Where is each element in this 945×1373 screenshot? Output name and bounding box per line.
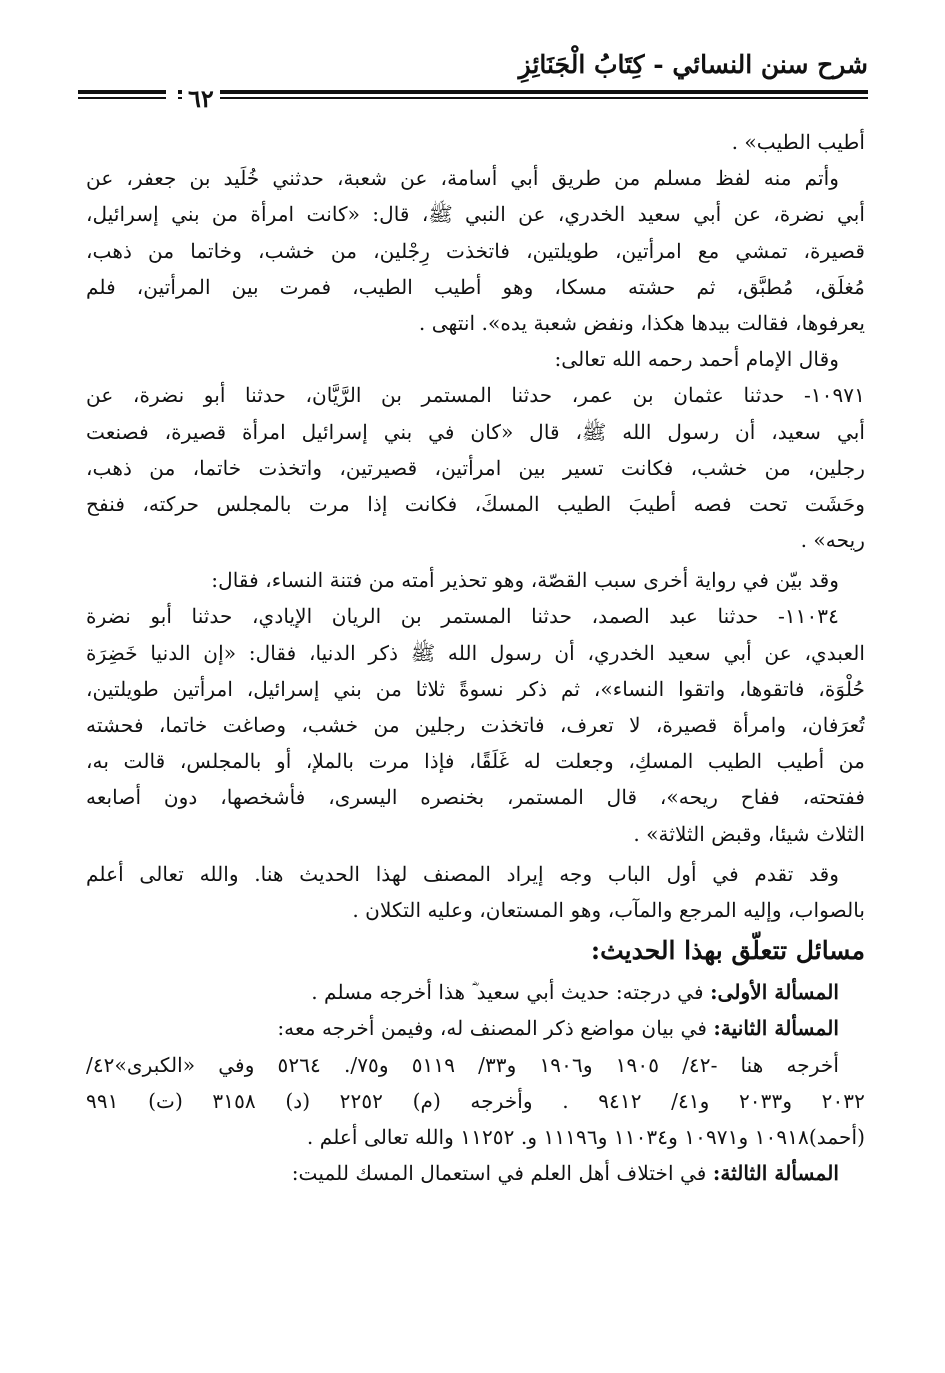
issue-1-label: المسألة الأولى:: [710, 980, 839, 1005]
text-line-22: بالصواب، وإليه المرجع والمآب، وهو المستعان، وعليه التكلان .: [352, 897, 865, 922]
header-rule-thick: [178, 90, 868, 94]
running-title: شرح سنن النسائي - كِتَابُ الْجَنَائِزِ: [518, 50, 868, 79]
hadith-11034-line-1: ١١٠٣٤- حدثنا عبد الصمد، حدثنا المستمر بن الريان الإيادي، حدثنا أبو نضرة: [86, 604, 839, 629]
text-line-13: وقد بيّن في رواية أخرى سبب القصّة، وهو تحذير أمته من فتنة النساء، فقال:: [211, 568, 839, 593]
hadith-10971-line-5: ريحه» .: [800, 528, 865, 553]
hadith-11034-line-4: تُعرَفان، وامرأة قصيرة، لا تعرف، فاتخذت رجلين من خشب، وصاغت خاتما، فحشته: [86, 713, 865, 737]
references-line-2: ٢٠٣٢ و٢٠٣٣ و٤١/ ٩٤١٢ . وأخرجه (م) ٢٢٥٢ (د) ٣١٥٨ (ت) ٩٩١: [86, 1088, 865, 1113]
text-line-4: قصيرة، تمشي مع امرأتين، طويلتين، فاتخذت رِجْلين، من خشب، وخاتما من ذهب،: [86, 238, 865, 263]
text-line-5: مُغلَق، مُطبَّق، ثم حشته مسكا، وهو أطيب الطيب، فمرت بين المرأتين، فلم: [86, 274, 865, 299]
hadith-11034-line-3: حُلْوَة، فاتقوها، واتقوا النساء»، ثم ذكر نسوةً ثلاثا من بني إسرائيل، امرأتين طويلتين،: [86, 676, 865, 701]
issue-2-label: المسألة الثانية:: [713, 1016, 839, 1041]
hadith-11034-line-6: ففتحته، ففاح ريحه»، قال المستمر، بخنصره اليسرى، فأشخصها، دون أصابعه: [86, 785, 865, 810]
text-line-2: وأتم منه لفظ مسلم من طريق أبي أسامة، عن شعبة، حدثني خُلَيد بن جعفر، عن: [86, 166, 839, 191]
hadith-11034-line-5: من أطيب الطيب المسكِ، وجعلت له غَلَقًا، فإذا مرت بالملإ، أو بالمجلس، قالت به،: [86, 749, 865, 774]
text-line-21: وقد تقدم في أول الباب وجه إيراد المصنف لهذا الحديث هنا. والله تعالى أعلم: [86, 861, 839, 886]
hadith-10971-line-2: أبي سعيد، أن رسول الله ﷺ، قال «كان في بني إسرائيل امرأة قصيرة، فصنعت: [86, 419, 865, 444]
issue-2-text: في بيان مواضع ذكر المصنف له، وفيمن أخرجه معه:: [277, 1016, 714, 1041]
hadith-10971-line-3: رجلين، من خشب، فكانت تسير بين امرأتين، قصيرتين، واتخذت خاتما، من ذهب،: [86, 455, 865, 480]
text-line-1: أطيب الطيب» .: [731, 130, 865, 154]
hadith-11034-line-7: الثلاث شيئا، وقبض الثلاثة» .: [633, 821, 865, 846]
text-line-3: أبي نضرة، عن أبي سعيد الخدري، عن النبي ﷺ، قال: «كانت امرأة من بني إسرائيل،: [86, 202, 865, 227]
issue-1-text: في درجته: حديث أبي سعيد ؓ هذا أخرجه مسلم .: [311, 980, 711, 1005]
references-line-3: (أحمد)١٠٩١٨ و١٠٩٧١ و١١٠٣٤ و١١١٩٦ و. ١١٢٥٢ والله تعالى أعلم .: [306, 1124, 865, 1149]
text-line-7: وقال الإمام أحمد رحمه الله تعالى:: [554, 347, 839, 372]
page-number-rule-thick: [78, 90, 166, 94]
page-number: ٦٢: [182, 84, 220, 113]
page-body: [86, 124, 865, 1191]
references-line-1: أخرجه هنا -٤٢/ ١٩٠٥ و١٩٠٦ و٣٣/ ٥١١٩ و٧٥/. ٥٢٦٤ وفي «الكبرى»٤٢/: [86, 1052, 839, 1077]
issue-3: [86, 1155, 865, 1191]
hadith-10971-line-1: ١٠٩٧١- حدثنا عثمان بن عمر، حدثنا المستمر بن الرَّيَّان، حدثنا أبو نضرة، عن: [86, 383, 865, 408]
header-rule-thin: [178, 97, 868, 99]
page-number-rule-thin: [78, 97, 166, 99]
hadith-10971-line-4: وحَشَت تحت فصه أطيبَ الطيب المسكَ، فكانت إذا مرت بالمجلس حركته، فنفح: [86, 491, 865, 516]
section-heading: مسائل تتعلّق بهذا الحديث:: [590, 936, 865, 966]
page-header: [78, 50, 868, 113]
issue-2: [86, 1010, 865, 1046]
hadith-11034-line-2: العبدي، عن أبي سعيد الخدري، أن رسول الله ﷺ ذكر الدنيا، فقال: «إن الدنيا خَضِرَة: [86, 640, 865, 665]
issue-3-label: المسألة الثالثة:: [712, 1161, 839, 1186]
issue-1: [86, 974, 865, 1010]
text-line-6: يعرفوها، فقالت بيدها هكذا، ونفض شعبة يده». انتهى .: [418, 310, 865, 335]
issue-3-text: في اختلاف أهل العلم في استعمال المسك للميت:: [291, 1161, 713, 1186]
